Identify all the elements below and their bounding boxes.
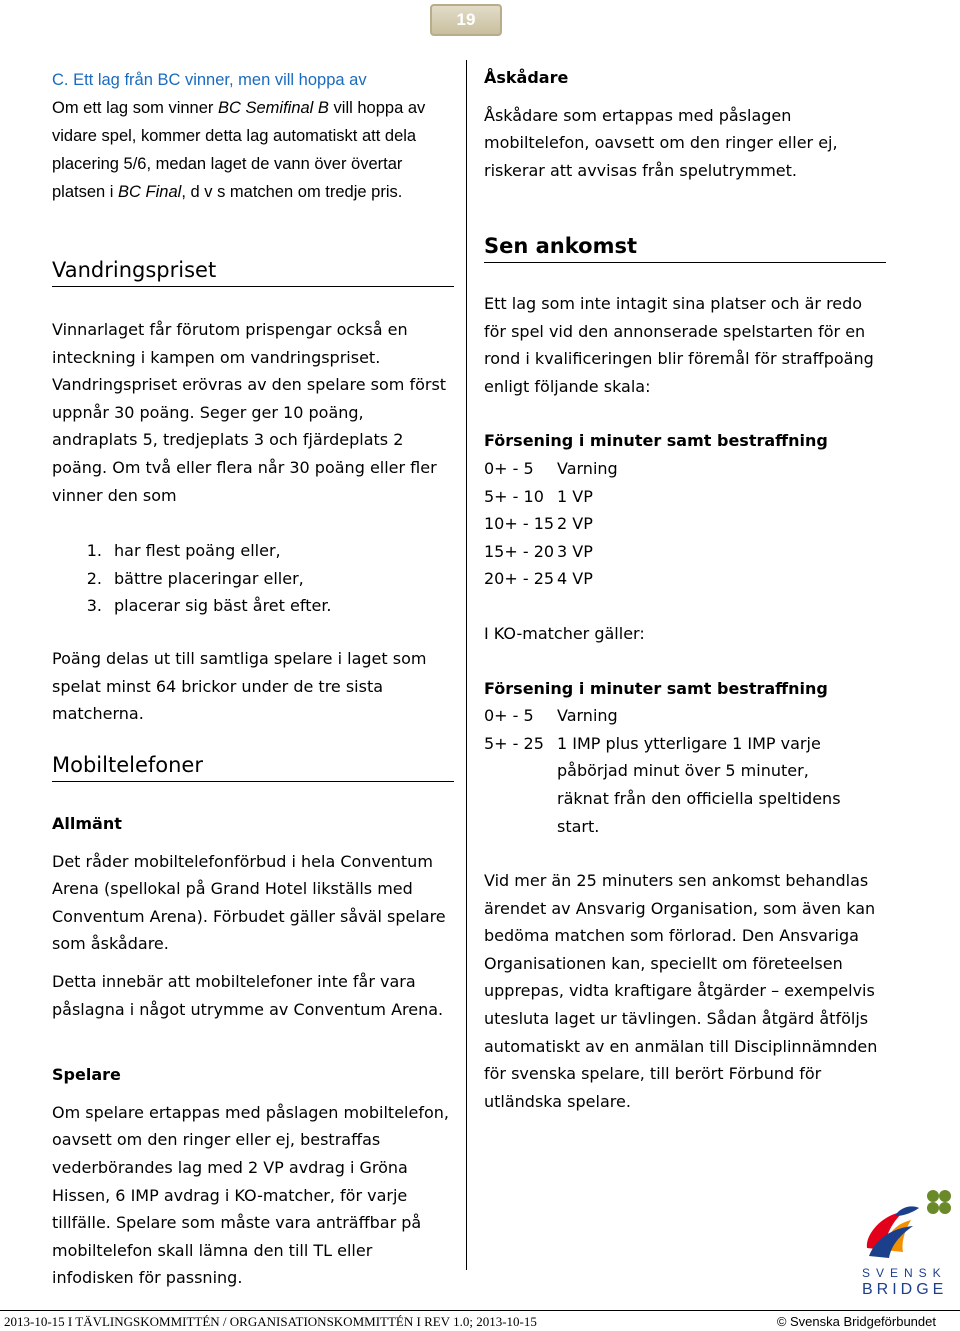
penalty-table-2: [484, 702, 886, 840]
intro-line-5: platsen i BC Final, d v s matchen om tredje pris.: [52, 183, 403, 201]
sen-ankomst-section: [484, 290, 886, 1115]
allmant-paragraph-1: Det råder mobiltelefonförbud i hela Conventum Arena (spellokal på Grand Hotel likställs med Conventum Arena). Förbudet gäller såväl spelare som åskådare.: [52, 851, 446, 954]
list-item: 3. placerar sig bäst året efter.: [86, 596, 332, 616]
forsening-heading-2: Försening i minuter samt bestraffning: [484, 678, 828, 698]
logo-text-svensk: SVENSK: [862, 1266, 947, 1280]
column-divider: [466, 60, 467, 1270]
intro-line-2: Om ett lag som vinner BC Semifinal B vill hoppa av: [52, 99, 426, 117]
table-row: 5+ - 10 1 VP: [484, 486, 593, 506]
footer-divider: [0, 1310, 960, 1311]
footer-left-text: 2013-10-15 I TÄVLINGSKOMMITTÉN / ORGANISATIONSKOMMITTÉN I REV 1.0; 2013-10-15: [4, 1314, 537, 1329]
logo-text-bridge: BRIDGE: [862, 1281, 948, 1298]
allmant-paragraph-2: Detta innebär att mobiltelefoner inte får vara påslagna i något utrymme av Conventum Arena.: [52, 971, 444, 1019]
intro-line-3: vidare spel, kommer detta lag automatiskt att dela: [52, 127, 417, 145]
askadare-paragraph: Åskådare som ertappas med påslagen mobiltelefon, oavsett om den ringer eller ej, riskerar att avvisas från spelutrymmet.: [484, 105, 838, 180]
table-row: 10+ - 15 2 VP: [484, 514, 593, 534]
sen-ankomst-final-paragraph: Vid mer än 25 minuters sen ankomst behandlas ärendet av Ansvarig Organisation, som även kan bedöma matchen som förlorad. Den Ansvariga Organisationen kan, speciellt om företeelsen upprepas, vidta kraftigare åtgärder – exempelvis utesluta laget ur tävlingen. Sådan åtgärd åtföljs automatiskt av en anmälan till Disciplinnämnden för svenska spelare, till berört Förbund för utländska spelare.: [484, 871, 878, 1111]
list-item: 2. bättre placeringar eller,: [86, 568, 304, 588]
askadare-section: [484, 64, 886, 184]
askadare-heading: Åskådare: [484, 68, 569, 87]
table-row: 5+ - 25 1 IMP plus ytterligare 1 IMP varje påbörjad minut över 5 minuter, räknat från den officiella speltidens start.: [484, 733, 841, 836]
footer-copyright: © Svenska Bridgeförbundet: [776, 1314, 936, 1329]
svensk-bridge-logo-icon: [855, 1186, 955, 1266]
intro-line-4: placering 5/6, medan laget de vann över övertar: [52, 155, 403, 173]
vandringspriset-section: [52, 316, 454, 728]
vandringspriset-heading: Vandringspriset: [52, 258, 454, 287]
sen-ankomst-paragraph: Ett lag som inte intagit sina platser och är redo för spel vid den annonserade spelstarten för en rond i kvalificeringen blir föremål för straffpoäng enligt följande skala:: [484, 294, 874, 396]
list-item: 1. har flest poäng eller,: [86, 541, 281, 561]
sen-ankomst-heading: Sen ankomst: [484, 234, 886, 263]
page-number-badge: 19: [430, 4, 502, 36]
mobiltelefoner-section: [52, 810, 454, 1292]
allmant-heading: Allmänt: [52, 814, 122, 833]
vandringspriset-paragraph: Vinnarlaget får förutom prispengar också en inteckning i kampen om vandringspriset. Vandringspriset erövras av den spelare som först uppnår 30 poäng. Seger ger 10 poäng, andraplats 5, tredjeplats 3 och fjärdeplats 2 poäng. Om två eller flera når 30 poäng eller fler vinner den som: [52, 320, 447, 505]
table-row: 20+ - 25 4 VP: [484, 569, 593, 589]
table-row: 0+ - 5 Varning: [484, 706, 618, 726]
vandringspriset-after: Poäng delas ut till samtliga spelare i laget som spelat minst 64 brickor under de tre sista matcherna.: [52, 648, 427, 724]
vandringspriset-list: [52, 537, 454, 620]
table-row: 0+ - 5 Varning: [484, 458, 618, 478]
spelare-heading: Spelare: [52, 1065, 121, 1085]
intro-paragraph: [52, 66, 454, 206]
mobiltelefoner-heading: Mobiltelefoner: [52, 753, 454, 782]
ko-intro: I KO-matcher gäller:: [484, 623, 645, 643]
table-row: 15+ - 20 3 VP: [484, 541, 593, 561]
intro-line-1: C. Ett lag från BC vinner, men vill hoppa av: [52, 71, 367, 89]
forsening-heading-1: Försening i minuter samt bestraffning: [484, 431, 828, 451]
spelare-paragraph: Om spelare ertappas med påslagen mobiltelefon, oavsett om den ringer eller ej, bestraffas vederbörandes lag med 2 VP avdrag i Gröna Hissen, 6 IMP avdrag i KO-matcher, för varje tillfälle. Spelare som måste vara anträffbar på mobiltelefon skall lämna den till TL eller infodisken för passning.: [52, 1102, 449, 1288]
penalty-table-1: [484, 455, 886, 593]
